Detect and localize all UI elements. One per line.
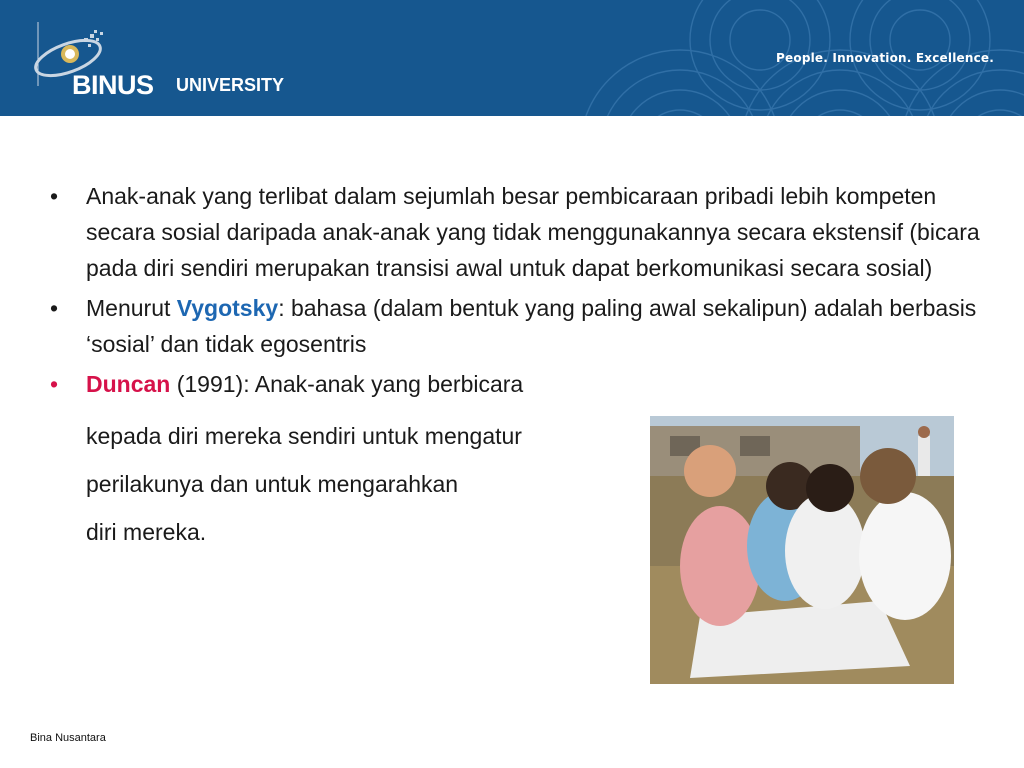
tagline: People. Innovation. Excellence. [776, 51, 994, 65]
footer-text: Bina Nusantara [30, 732, 106, 744]
bullet-2-text: : bahasa (dalam bentuk yang paling awal sekalipun) adalah berbasis ‘sosial’ dan tidak egosentris [86, 295, 977, 357]
logo-university-text: UNIVERSITY [176, 75, 285, 95]
bullet-3-line-2: kepada diri mereka sendiri untuk mengatur [86, 423, 522, 449]
bullet-1-text: Anak-anak yang terlibat dalam sejumlah besar pembicaraan pribadi lebih kompeten secara sosial daripada anak-anak yang tidak menggunakannya secara ekstensif (bicara pada diri sendiri merupakan transisi awal untuk dapat berkomunikasi secara sosial) [86, 183, 980, 281]
bullet-3 [50, 360, 1000, 408]
bullet-2-prefix: Menurut [86, 295, 177, 321]
slide-header [0, 0, 1024, 116]
children-photo [650, 416, 954, 684]
bullet-marker: • [50, 183, 59, 209]
bullet-marker: • [50, 371, 59, 397]
bullet-2 [50, 290, 1000, 362]
vygotsky-highlight: Vygotsky [176, 295, 279, 321]
bullet-3-text: (1991): Anak-anak yang berbicara [170, 371, 524, 397]
bullet-3-line-3: perilakunya dan untuk mengarahkan [86, 471, 459, 497]
bullet-1 [50, 178, 1000, 286]
bullet-3-line-4: diri mereka. [86, 519, 207, 545]
children-photo-illustration [650, 416, 954, 684]
bullet-marker: • [50, 295, 59, 321]
binus-logo[interactable] [28, 18, 298, 102]
duncan-highlight: Duncan [86, 371, 171, 397]
logo-binus-text: BINUS [72, 70, 154, 100]
